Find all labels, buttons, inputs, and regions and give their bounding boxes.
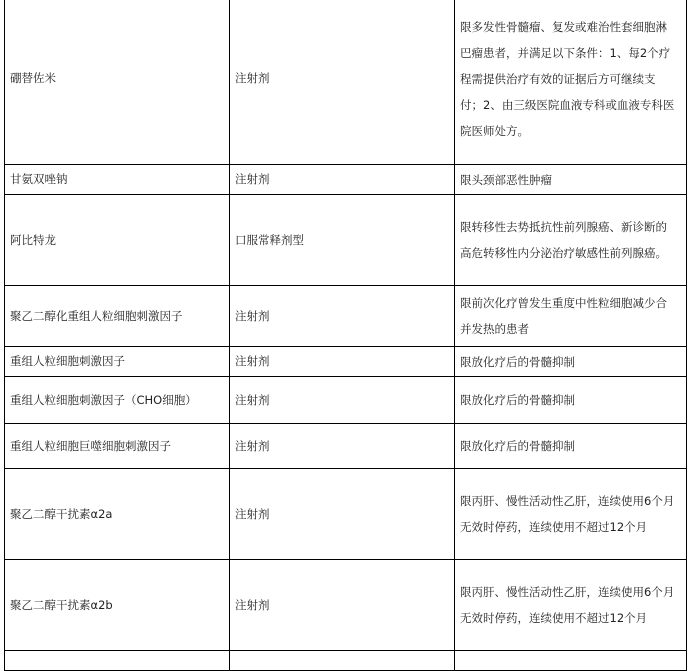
drug-name-cell: 硼替佐米 (5, 0, 230, 165)
drug-restriction-table (4, 0, 687, 671)
drug-name-cell: 甘氨双唑钠 (5, 165, 230, 195)
table-row (5, 424, 687, 469)
drug-name-cell: 重组人粒细胞巨噬细胞刺激因子 (5, 424, 230, 469)
table-row (5, 0, 687, 165)
dosage-form-cell: 注射剂 (230, 286, 455, 347)
dosage-form-cell: 注射剂 (230, 469, 455, 560)
drug-name-cell: 聚乙二醇化重组人粒细胞刺激因子 (5, 286, 230, 347)
dosage-form-cell: 注射剂 (230, 0, 455, 165)
drug-name-cell: 重组人粒细胞刺激因子 (5, 347, 230, 377)
restriction-cell: 限头颈部恶性肿瘤 (455, 165, 687, 195)
table-row (5, 560, 687, 651)
restriction-cell: 限丙肝、慢性活动性乙肝，连续使用6个月无效时停药，连续使用不超过12个月 (455, 469, 687, 560)
dosage-form-cell: 注射剂 (230, 377, 455, 424)
drug-name-cell: 重组人粒细胞刺激因子（CHO细胞） (5, 377, 230, 424)
dosage-form-cell: 注射剂 (230, 424, 455, 469)
table-row (5, 165, 687, 195)
table-row (5, 286, 687, 347)
table-row (5, 651, 687, 671)
table-row (5, 377, 687, 424)
dosage-form-cell (230, 651, 455, 671)
dosage-form-cell: 注射剂 (230, 347, 455, 377)
drug-name-cell: 聚乙二醇干扰素α2b (5, 560, 230, 651)
table-row (5, 469, 687, 560)
drug-name-cell: 阿比特龙 (5, 195, 230, 286)
restriction-cell: 限前次化疗曾发生重度中性粒细胞减少合并发热的患者 (455, 286, 687, 347)
restriction-cell: 限放化疗后的骨髓抑制 (455, 424, 687, 469)
table-row (5, 347, 687, 377)
dosage-form-cell: 口服常释剂型 (230, 195, 455, 286)
drug-name-cell (5, 651, 230, 671)
restriction-cell (455, 651, 687, 671)
dosage-form-cell: 注射剂 (230, 560, 455, 651)
drug-name-cell: 聚乙二醇干扰素α2a (5, 469, 230, 560)
restriction-cell: 限放化疗后的骨髓抑制 (455, 377, 687, 424)
dosage-form-cell: 注射剂 (230, 165, 455, 195)
restriction-cell: 限丙肝、慢性活动性乙肝，连续使用6个月无效时停药，连续使用不超过12个月 (455, 560, 687, 651)
table-row (5, 195, 687, 286)
restriction-cell: 限放化疗后的骨髓抑制 (455, 347, 687, 377)
restriction-cell: 限多发性骨髓瘤、复发或难治性套细胞淋巴瘤患者，并满足以下条件：1、每2个疗程需提供治疗有效的证据后方可继续支付；2、由三级医院血液专科或血液专科医院医师处方。 (455, 0, 687, 165)
restriction-cell: 限转移性去势抵抗性前列腺癌、新诊断的高危转移性内分泌治疗敏感性前列腺癌。 (455, 195, 687, 286)
